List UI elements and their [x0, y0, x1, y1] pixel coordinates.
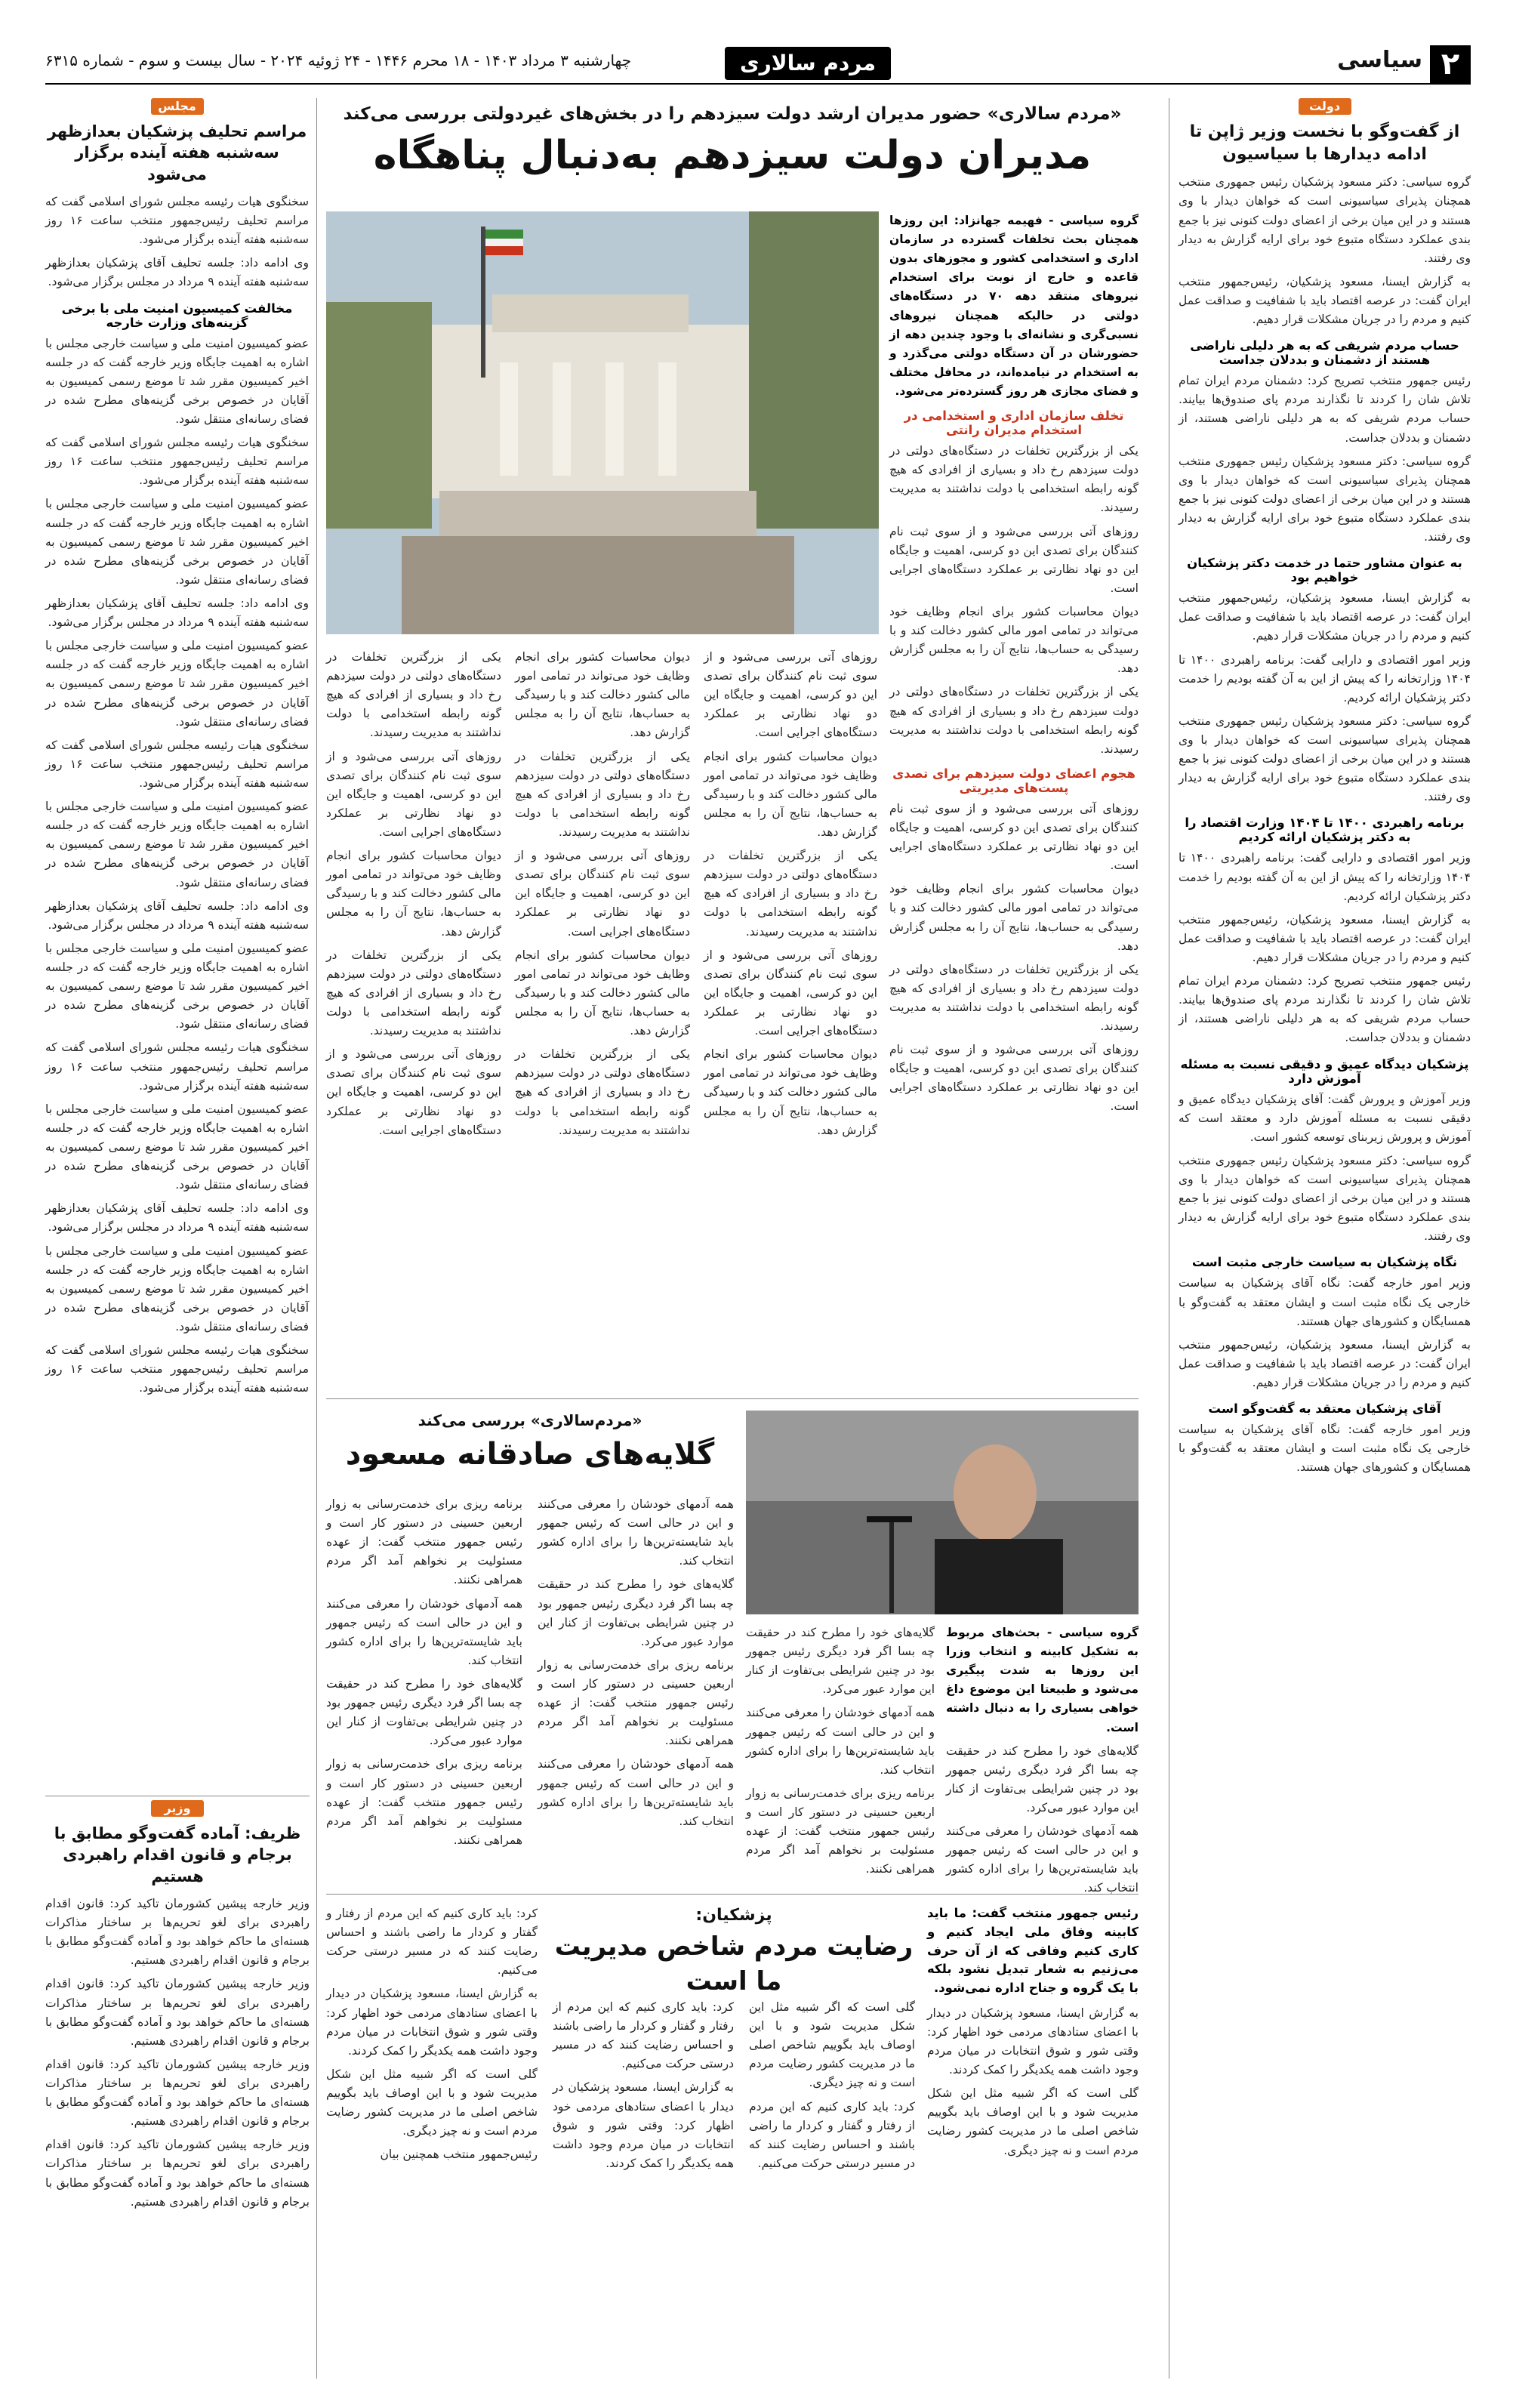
paragraph: وزیر خارجه پیشین کشورمان تاکید کرد: قانون اقدام راهبردی برای لغو تحریم‌ها بر ساختار مذاکرات هسته‌ای ما حاکم خواهد بود و آماده گفت‌وگو مطابق با برجام و قانون اقدام راهبردی هستیم.: [45, 1897, 310, 1968]
paragraph: روزهای آتی بررسی می‌شود و از سوی ثبت نام کنندگان برای تصدی این دو کرسی، اهمیت و جایگاه این دو نهاد نظارتی بر عملکرد دستگاه‌های اجرایی است.: [889, 1043, 1139, 1114]
paragraph: دیوان محاسبات کشور برای انجام وظایف خود می‌تواند در تمامی امور مالی کشور دخالت کند و با رسیدگی به حساب‌ها، نتایج آن را به مجلس گزارش دهد.: [889, 604, 1139, 676]
lead-column: [946, 1623, 1139, 1898]
paragraph: به گزارش ایسنا، مسعود پزشکیان در دیدار با اعضای ستادهای مردمی خود اظهار کرد: وقتی شور و شوق انتخابات در میان مردم وجود داشت همه یکدیگر را کمک کردند.: [326, 1987, 538, 2058]
paragraph: به گزارش ایسنا، مسعود پزشکیان، رئیس‌جمهور منتخب ایران گفت: در عرصه اقتصاد باید با شفافیت و صداقت عمل کنیم و مردم را در جریان مشکلات قرار دهیم.: [1179, 591, 1471, 643]
right-column: [1169, 98, 1471, 2379]
paragraph: به گزارش ایسنا، مسعود پزشکیان، رئیس‌جمهور منتخب ایران گفت: در عرصه اقتصاد باید با شفافیت و صداقت عمل کنیم و مردم را در جریان مشکلات قرار دهیم.: [1179, 912, 1471, 964]
subhead: به عنوان مشاور حتما در خدمت دکتر پزشکیان خواهیم بود: [1187, 556, 1462, 585]
column-headline: مراسم تحلیف پزشکیان بعدازظهر سه‌شنبه هفته آینده برگزار می‌شود: [47, 122, 307, 183]
article-lead: گروه سیاسی - بحث‌های مربوط به تشکیل کابینه و انتخاب وزرا این روزها به شدت پیگیری می‌شود و طبیعتا این موضوع داغ خواهی بسیاری را به دنبال داشته است.: [946, 1626, 1139, 1734]
paragraph: عضو کمیسیون امنیت ملی و سیاست خارجی مجلس با اشاره به اهمیت جایگاه وزیر خارجه گفت که در جلسه اخیر کمیسیون مقرر شد تا موضع رسمی کمیسیون به آقایان در خصوص برخی گزینه‌های مطرح شده در فضای رسانه‌ای منتقل شود.: [45, 497, 309, 587]
article-headline: مدیران دولت سیزدهم به‌دنبال پناهگاه: [373, 133, 1092, 179]
page-number: ۲: [1430, 45, 1471, 83]
paragraph: گروه سیاسی: دکتر مسعود پزشکیان رئیس جمهوری منتخب همچنان پذیرای سیاسیونی است که خواهان دیدار با وی هستند و در این میان برخی از اعضای دولت کنونی نیز با جمع بندی عملکرد دستگاه متبوع خود برای ارایه گزارش به دیدار وی رفتند.: [1179, 175, 1471, 265]
paragraph: به گزارش ایسنا، مسعود پزشکیان در دیدار با اعضای ستادهای مردمی خود اظهار کرد: وقتی شور و شوق انتخابات در میان مردم وجود داشت همه یکدیگر را کمک کردند.: [553, 2080, 734, 2170]
article-footer: رئیس‌جمهور منتخب همچنین بیان: [380, 2147, 538, 2162]
newspaper-logo: مردم سالاری: [725, 47, 891, 80]
building-illustration: [326, 211, 879, 634]
paragraph: به گزارش ایسنا، مسعود پزشکیان، رئیس‌جمهور منتخب ایران گفت: در عرصه اقتصاد باید با شفافیت و صداقت عمل کنیم و مردم را در جریان مشکلات قرار دهیم.: [1179, 274, 1471, 327]
paragraph: وی ادامه داد: جلسه تحلیف آقای پزشکیان بعدازظهر سه‌شنبه هفته آینده ۹ مرداد در مجلس برگزار می‌شود.: [45, 899, 309, 932]
text-column: [749, 1998, 915, 2173]
paragraph: عضو کمیسیون امنیت ملی و سیاست خارجی مجلس با اشاره به اهمیت جایگاه وزیر خارجه گفت که در جلسه اخیر کمیسیون مقرر شد تا موضع رسمی کمیسیون به آقایان در خصوص برخی گزینه‌های مطرح شده در فضای رسانه‌ای منتقل شود.: [45, 800, 309, 890]
section-name: سیاسی: [1337, 47, 1422, 73]
paragraph: گلی است که اگر شبیه مثل این شکل مدیریت شود و با این اوصاف باید بگوییم شاخص اصلی ما در مدیریت کشور رضایت مردم است و نه چیز دیگری.: [749, 2000, 915, 2090]
paragraph: به گزارش ایسنا، مسعود پزشکیان در دیدار با اعضای ستادهای مردمی خود اظهار کرد: وقتی شور و شوق انتخابات در میان مردم وجود داشت همه یکدیگر را کمک کردند.: [927, 2006, 1139, 2077]
paragraph: رئیس جمهور منتخب تصریح کرد: دشمنان مردم ایران تمام تلاش شان را کردند تا نگذارند مردم پای صندوق‌ها بیایند. حساب مردم شریفی که به هر دلیلی ناراضی هستند، از دشمنان و بددلان جداست.: [1179, 974, 1471, 1045]
paragraph: برنامه ریزی برای خدمت‌رسانی به زوار اربعین حسینی در دستور کار است و رئیس جمهور منتخب گفت: از عهده مسئولیت بر نخواهم آمد اگر مردم همراهی نکنند.: [326, 1497, 522, 1587]
section-tag: مجلس: [151, 98, 204, 115]
main-article: [326, 98, 1139, 1389]
paragraph: یکی از بزرگترین تخلفات در دستگاه‌های دولتی در دولت سیزدهم رخ داد و بسیاری از افرادی که هیچ گونه رابطه استخدامی با دولت نداشتند به مدیریت رسیدند.: [326, 948, 501, 1038]
paragraph: وزیر امور خارجه گفت: نگاه آقای پزشکیان به سیاست خارجی یک نگاه مثبت است و ایشان معتقد به گفت‌وگو با همسایگان و کشورهای جهان هستند.: [1179, 1276, 1471, 1328]
paragraph: کرد: باید کاری کنیم که این مردم از رفتار و گفتار و کردار ما راضی باشند و احساس رضایت کنند که در مسیر درستی حرکت می‌کنیم.: [749, 2099, 915, 2170]
article-kicker: پزشکیان:: [695, 1906, 772, 1925]
paragraph: گلی است که اگر شبیه مثل این شکل مدیریت شود و با این اوصاف باید بگوییم شاخص اصلی ما در مدیریت کشور رضایت مردم است و نه چیز دیگری.: [927, 2086, 1139, 2157]
president-illustration: [746, 1411, 1139, 1614]
article-headline: رضایت مردم شاخص مدیریت ما است: [554, 1931, 914, 1996]
paragraph: عضو کمیسیون امنیت ملی و سیاست خارجی مجلس با اشاره به اهمیت جایگاه وزیر خارجه گفت که در جلسه اخیر کمیسیون مقرر شد تا موضع رسمی کمیسیون به آقایان در خصوص برخی گزینه‌های مطرح شده در فضای رسانه‌ای منتقل شود.: [45, 1244, 309, 1333]
paragraph: عضو کمیسیون امنیت ملی و سیاست خارجی مجلس با اشاره به اهمیت جایگاه وزیر خارجه گفت که در جلسه اخیر کمیسیون مقرر شد تا موضع رسمی کمیسیون به آقایان در خصوص برخی گزینه‌های مطرح شده در فضای رسانه‌ای منتقل شود.: [45, 639, 309, 729]
paragraph: گلایه‌های خود را مطرح کند در حقیقت چه بسا اگر فرد دیگری رئیس جمهور بود در چنین شرایطی بی‌تفاوت از کنار این موارد عبور می‌کرد.: [946, 1744, 1139, 1814]
subhead: نگاه پزشکیان به سیاست خارجی مثبت است: [1191, 1255, 1458, 1270]
paragraph: گروه سیاسی: دکتر مسعود پزشکیان رئیس جمهوری منتخب همچنان پذیرای سیاسیونی است که خواهان دیدار با وی هستند و در این میان برخی از اعضای دولت کنونی نیز با جمع بندی عملکرد دستگاه متبوع خود برای ارایه گزارش به دیدار وی رفتند.: [1179, 714, 1471, 804]
paragraph: یکی از بزرگترین تخلفات در دستگاه‌های دولتی در دولت سیزدهم رخ داد و بسیاری از افرادی که هیچ گونه رابطه استخدامی با دولت نداشتند به مدیریت رسیدند.: [704, 849, 877, 939]
paragraph: رئیس جمهور منتخب تصریح کرد: دشمنان مردم ایران تمام تلاش شان را کردند تا نگذارند مردم پای صندوق‌ها بیایند. حساب مردم شریفی که به هر دلیلی ناراضی هستند، از دشمنان و بددلان جداست.: [1179, 374, 1471, 445]
paragraph: روزهای آتی بررسی می‌شود و از سوی ثبت نام کنندگان برای تصدی این دو کرسی، اهمیت و جایگاه این دو نهاد نظارتی بر عملکرد دستگاه‌های اجرایی است.: [889, 801, 1139, 873]
paragraph: یکی از بزرگترین تخلفات در دستگاه‌های دولتی در دولت سیزدهم رخ داد و بسیاری از افرادی که هیچ گونه رابطه استخدامی با دولت نداشتند به مدیریت رسیدند.: [515, 1047, 690, 1137]
paragraph: وزیر امور اقتصادی و دارایی گفت: برنامه راهبردی ۱۴۰۰ تا ۱۴۰۴ وزارتخانه را که پیش از این به آن گفته بودیم را خدمت دکتر پزشکیان ارائه کردیم.: [1179, 851, 1471, 903]
subhead: تخلف سازمان اداری و استخدامی در استخدام مدیران رانتی: [904, 409, 1124, 438]
paragraph: دیوان محاسبات کشور برای انجام وظایف خود می‌تواند در تمامی امور مالی کشور دخالت کند و با رسیدگی به حساب‌ها، نتایج آن را به مجلس گزارش دهد.: [326, 849, 501, 939]
paragraph: وی ادامه داد: جلسه تحلیف آقای پزشکیان بعدازظهر سه‌شنبه هفته آینده ۹ مرداد در مجلس برگزار می‌شود.: [45, 256, 309, 289]
paragraph: دیوان محاسبات کشور برای انجام وظایف خود می‌تواند در تمامی امور مالی کشور دخالت کند و با رسیدگی به حساب‌ها، نتایج آن را به مجلس گزارش دهد.: [515, 948, 690, 1038]
paragraph: یکی از بزرگترین تخلفات در دستگاه‌های دولتی در دولت سیزدهم رخ داد و بسیاری از افرادی که هیچ گونه رابطه استخدامی با دولت نداشتند به مدیریت رسیدند.: [889, 685, 1139, 756]
paragraph: همه آدمهای خودشان را معرفی می‌کنند و این در حالی است که رئیس جمهور باید شایسته‌ترین‌ها را برای اداره کشور انتخاب کند.: [538, 1497, 734, 1568]
paragraph: همه آدمهای خودشان را معرفی می‌کنند و این در حالی است که رئیس جمهور باید شایسته‌ترین‌ها را برای اداره کشور انتخاب کند.: [538, 1757, 734, 1828]
paragraph: یکی از بزرگترین تخلفات در دستگاه‌های دولتی در دولت سیزدهم رخ داد و بسیاری از افرادی که هیچ گونه رابطه استخدامی با دولت نداشتند به مدیریت رسیدند.: [889, 962, 1139, 1034]
subhead: مخالفت کمیسیون امنیت ملی با برخی گزینه‌های وزارت خارجه: [61, 301, 293, 330]
paragraph: گلایه‌های خود را مطرح کند در حقیقت چه بسا اگر فرد دیگری رئیس جمهور بود در چنین شرایطی بی‌تفاوت از کنار این موارد عبور می‌کرد.: [746, 1626, 935, 1697]
left-box-2: [45, 1800, 310, 2212]
paragraph: روزهای آتی بررسی می‌شود و از سوی ثبت نام کنندگان برای تصدی این دو کرسی، اهمیت و جایگاه این دو نهاد نظارتی بر عملکرد دستگاه‌های اجرایی است.: [704, 948, 877, 1038]
president-photo: [746, 1411, 1139, 1614]
lead-column: [746, 1623, 935, 1879]
paragraph: عضو کمیسیون امنیت ملی و سیاست خارجی مجلس با اشاره به اهمیت جایگاه وزیر خارجه گفت که در جلسه اخیر کمیسیون مقرر شد تا موضع رسمی کمیسیون به آقایان در خصوص برخی گزینه‌های مطرح شده در فضای رسانه‌ای منتقل شود.: [45, 941, 309, 1031]
paragraph: سخنگوی هیات رئیسه مجلس شورای اسلامی گفت که مراسم تحلیف رئیس‌جمهور منتخب ساعت ۱۶ روز سه‌شنبه هفته آینده برگزار می‌شود.: [45, 195, 309, 247]
paragraph: برنامه ریزی برای خدمت‌رسانی به زوار اربعین حسینی در دستور کار است و رئیس جمهور منتخب گفت: از عهده مسئولیت بر نخواهم آمد اگر مردم همراهی نکنند.: [326, 1757, 522, 1847]
paragraph: همه آدمهای خودشان را معرفی می‌کنند و این در حالی است که رئیس جمهور باید شایسته‌ترین‌ها را برای اداره کشور انتخاب کند.: [946, 1824, 1139, 1895]
text-column: [553, 1998, 734, 2173]
subhead: هجوم اعضای دولت سیزدهم برای تصدی پست‌های مدیریتی: [892, 766, 1135, 795]
text-column: [326, 1904, 538, 2164]
paragraph: وزیر امور خارجه گفت: نگاه آقای پزشکیان به سیاست خارجی یک نگاه مثبت است و ایشان معتقد به گفت‌وگو با همسایگان و کشورهای جهان هستند.: [1179, 1423, 1471, 1475]
subhead: برنامه راهبردی ۱۴۰۰ تا ۱۴۰۴ وزارت اقتصاد را به دکتر پزشکیان ارائه کردیم: [1185, 816, 1465, 845]
text-column: [538, 1495, 734, 1831]
paragraph: یکی از بزرگترین تخلفات در دستگاه‌های دولتی در دولت سیزدهم رخ داد و بسیاری از افرادی که هیچ گونه رابطه استخدامی با دولت نداشتند به مدیریت رسیدند.: [515, 749, 690, 839]
divider: [326, 1398, 1139, 1399]
paragraph: یکی از بزرگترین تخلفات در دستگاه‌های دولتی در دولت سیزدهم رخ داد و بسیاری از افرادی که هیچ گونه رابطه استخدامی با دولت نداشتند به مدیریت رسیدند.: [889, 444, 1139, 515]
paragraph: گلی است که اگر شبیه مثل این شکل مدیریت شود و با این اوصاف باید بگوییم شاخص اصلی ما در مدیریت کشور رضایت مردم است و نه چیز دیگری.: [326, 2067, 538, 2138]
paragraph: گروه سیاسی: دکتر مسعود پزشکیان رئیس جمهوری منتخب همچنان پذیرای سیاسیونی است که خواهان دیدار با وی هستند و در این میان برخی از اعضای دولت کنونی نیز با جمع بندی عملکرد دستگاه متبوع خود برای ارایه گزارش به دیدار وی رفتند.: [1179, 1153, 1471, 1244]
side-head-box: [927, 1904, 1139, 2160]
paragraph: وزیر آموزش و پرورش گفت: آقای پزشکیان دیدگاه عمیق و دقیقی نسبت به مسئله آموزش دارد و معتقد است که آموزش و پرورش زیربنای توسعه کشور است.: [1179, 1092, 1471, 1144]
mid-article: [326, 1404, 1139, 1895]
lead-column: [889, 211, 1139, 1117]
section-tag: دولت: [1299, 98, 1351, 115]
paragraph: کرد: باید کاری کنیم که این مردم از رفتار و گفتار و کردار ما راضی باشند و احساس رضایت کنند که در مسیر درستی حرکت می‌کنیم.: [326, 1907, 538, 1978]
article-lead: گروه سیاسی - فهیمه جهانزاد: این روزها همچنان بحث تخلفات گسترده در سازمان اداری و استخدامی کشور و مجوزهای بدون قاعده و خارج از نوبت برای استخدام نیروهای منتقد دهه ۷۰ در دستگاه‌های دولتی در حالیکه همچنان نیروهای نسبی‌گری و نشانه‌ای با وجود چندین دهه از حضورشان در آن دستگاه دولتی می‌گذرد و به استخدام در نیامده‌اند، در محافل مختلف و فضای مجازی هر روز گسترده‌تر می‌شود.: [889, 214, 1139, 398]
text-column: [515, 648, 690, 1140]
paragraph: وزیر خارجه پیشین کشورمان تاکید کرد: قانون اقدام راهبردی برای لغو تحریم‌ها بر ساختار مذاکرات هسته‌ای ما حاکم خواهد بود و آماده گفت‌وگو مطابق با برجام و قانون اقدام راهبردی هستیم.: [45, 2057, 310, 2129]
text-column: [326, 1495, 522, 1850]
paragraph: روزهای آتی بررسی می‌شود و از سوی ثبت نام کنندگان برای تصدی این دو کرسی، اهمیت و جایگاه این دو نهاد نظارتی بر عملکرد دستگاه‌های اجرایی است.: [704, 650, 877, 740]
paragraph: گلایه‌های خود را مطرح کند در حقیقت چه بسا اگر فرد دیگری رئیس جمهور بود در چنین شرایطی بی‌تفاوت از کنار این موارد عبور می‌کرد.: [538, 1577, 734, 1648]
paragraph: گلایه‌های خود را مطرح کند در حقیقت چه بسا اگر فرد دیگری رئیس جمهور بود در چنین شرایطی بی‌تفاوت از کنار این موارد عبور می‌کرد.: [326, 1676, 522, 1748]
paragraph: به گزارش ایسنا، مسعود پزشکیان، رئیس‌جمهور منتخب ایران گفت: در عرصه اقتصاد باید با شفافیت و صداقت عمل کنیم و مردم را در جریان مشکلات قرار دهیم.: [1179, 1337, 1471, 1389]
paragraph: دیوان محاسبات کشور برای انجام وظایف خود می‌تواند در تمامی امور مالی کشور دخالت کند و با رسیدگی به حساب‌ها، نتایج آن را به مجلس گزارش دهد.: [889, 882, 1139, 953]
paragraph: سخنگوی هیات رئیسه مجلس شورای اسلامی گفت که مراسم تحلیف رئیس‌جمهور منتخب ساعت ۱۶ روز سه‌شنبه هفته آینده برگزار می‌شود.: [45, 738, 309, 790]
paragraph: سخنگوی هیات رئیسه مجلس شورای اسلامی گفت که مراسم تحلیف رئیس‌جمهور منتخب ساعت ۱۶ روز سه‌شنبه هفته آینده برگزار می‌شود.: [45, 1343, 309, 1395]
paragraph: سخنگوی هیات رئیسه مجلس شورای اسلامی گفت که مراسم تحلیف رئیس‌جمهور منتخب ساعت ۱۶ روز سه‌شنبه هفته آینده برگزار می‌شود.: [45, 1041, 309, 1093]
paragraph: روزهای آتی بررسی می‌شود و از سوی ثبت نام کنندگان برای تصدی این دو کرسی، اهمیت و جایگاه این دو نهاد نظارتی بر عملکرد دستگاه‌های اجرایی است.: [889, 524, 1139, 595]
paragraph: عضو کمیسیون امنیت ملی و سیاست خارجی مجلس با اشاره به اهمیت جایگاه وزیر خارجه گفت که در جلسه اخیر کمیسیون مقرر شد تا موضع رسمی کمیسیون به آقایان در خصوص برخی گزینه‌های مطرح شده در فضای رسانه‌ای منتقل شود.: [45, 1102, 309, 1192]
paragraph: کرد: باید کاری کنیم که این مردم از رفتار و گفتار و کردار ما راضی باشند و احساس رضایت کنند که در مسیر درستی حرکت می‌کنیم.: [553, 2000, 734, 2071]
paragraph: وزیر امور اقتصادی و دارایی گفت: برنامه راهبردی ۱۴۰۰ تا ۱۴۰۴ وزارتخانه را که پیش از این به آن گفته بودیم را خدمت دکتر پزشکیان ارائه کردیم.: [1179, 652, 1471, 705]
mid-kicker-box: [326, 1411, 734, 1475]
paragraph: برنامه ریزی برای خدمت‌رسانی به زوار اربعین حسینی در دستور کار است و رئیس جمهور منتخب گفت: از عهده مسئولیت بر نخواهم آمد اگر مردم همراهی نکنند.: [746, 1786, 935, 1876]
paragraph: روزهای آتی بررسی می‌شود و از سوی ثبت نام کنندگان برای تصدی این دو کرسی، اهمیت و جایگاه این دو نهاد نظارتی بر عملکرد دستگاه‌های اجرایی است.: [515, 849, 690, 939]
paragraph: وزیر خارجه پیشین کشورمان تاکید کرد: قانون اقدام راهبردی برای لغو تحریم‌ها بر ساختار مذاکرات هسته‌ای ما حاکم خواهد بود و آماده گفت‌وگو مطابق با برجام و قانون اقدام راهبردی هستیم.: [45, 2138, 310, 2209]
bottom-headline-box: [553, 1904, 915, 1999]
paragraph: وزیر خارجه پیشین کشورمان تاکید کرد: قانون اقدام راهبردی برای لغو تحریم‌ها بر ساختار مذاکرات هسته‌ای ما حاکم خواهد بود و آماده گفت‌وگو مطابق با برجام و قانون اقدام راهبردی هستیم.: [45, 1977, 310, 2048]
paragraph: برنامه ریزی برای خدمت‌رسانی به زوار اربعین حسینی در دستور کار است و رئیس جمهور منتخب گفت: از عهده مسئولیت بر نخواهم آمد اگر مردم همراهی نکنند.: [538, 1657, 734, 1748]
subhead: آقای پزشکیان معتقد به گفت‌وگو است: [1208, 1401, 1441, 1417]
paragraph: عضو کمیسیون امنیت ملی و سیاست خارجی مجلس با اشاره به اهمیت جایگاه وزیر خارجه گفت که در جلسه اخیر کمیسیون مقرر شد تا موضع رسمی کمیسیون به آقایان در خصوص برخی گزینه‌های مطرح شده در فضای رسانه‌ای منتقل شود.: [45, 336, 309, 427]
text-column: [326, 648, 501, 1140]
article-kicker: «مردم‌سالاری» بررسی می‌کند: [418, 1411, 642, 1429]
article-kicker: «مردم سالاری» حضور مدیران ارشد دولت سیزدهم را در بخش‌های غیردولتی بررسی می‌کند: [343, 104, 1122, 124]
subhead: پزشکیان دیدگاه عمیق و دقیقی نسبت به مسئله آموزش دارد: [1180, 1056, 1469, 1086]
subhead: حساب مردم شریفی که به هر دلیلی ناراضی هستند از دشمنان و بددلان جداست: [1190, 338, 1459, 368]
article-headline: گلایه‌های صادقانه مسعود: [345, 1437, 715, 1472]
paragraph: همه آدمهای خودشان را معرفی می‌کنند و این در حالی است که رئیس جمهور باید شایسته‌ترین‌ها را برای اداره کشور انتخاب کند.: [326, 1596, 522, 1667]
paragraph: گروه سیاسی: دکتر مسعود پزشکیان رئیس جمهوری منتخب همچنان پذیرای سیاسیونی است که خواهان دیدار با وی هستند و در این میان برخی از اعضای دولت کنونی نیز با جمع بندی عملکرد دستگاه متبوع خود برای ارایه گزارش به دیدار وی رفتند.: [1179, 454, 1471, 544]
column-headline: ظریف: آماده گفت‌وگو مطابق با برجام و قانون اقدام راهبردی هستیم: [54, 1824, 301, 1885]
issue-date-line: چهارشنبه ۳ مرداد ۱۴۰۳ - ۱۸ محرم ۱۴۴۶ - ۲۴ ژوئیه ۲۰۲۴ - سال بیست و سوم - شماره ۶۳۱۵: [45, 51, 632, 69]
page-header: [45, 45, 1471, 85]
paragraph: روزهای آتی بررسی می‌شود و از سوی ثبت نام کنندگان برای تصدی این دو کرسی، اهمیت و جایگاه این دو نهاد نظارتی بر عملکرد دستگاه‌های اجرایی است.: [326, 1047, 501, 1137]
paragraph: سخنگوی هیات رئیسه مجلس شورای اسلامی گفت که مراسم تحلیف رئیس‌جمهور منتخب ساعت ۱۶ روز سه‌شنبه هفته آینده برگزار می‌شود.: [45, 436, 309, 488]
text-column: [704, 648, 877, 1140]
paragraph: وی ادامه داد: جلسه تحلیف آقای پزشکیان بعدازظهر سه‌شنبه هفته آینده ۹ مرداد در مجلس برگزار می‌شود.: [45, 597, 309, 630]
building-photo: [326, 211, 879, 634]
bottom-article: [326, 1900, 1139, 2383]
column-headline: از گفت‌وگو با نخست وزیر ژاپن تا ادامه دیدارها با سیاسیون: [1189, 122, 1460, 164]
paragraph: روزهای آتی بررسی می‌شود و از سوی ثبت نام کنندگان برای تصدی این دو کرسی، اهمیت و جایگاه این دو نهاد نظارتی بر عملکرد دستگاه‌های اجرایی است.: [326, 749, 501, 839]
paragraph: وی ادامه داد: جلسه تحلیف آقای پزشکیان بعدازظهر سه‌شنبه هفته آینده ۹ مرداد در مجلس برگزار می‌شود.: [45, 1201, 309, 1235]
divider: [326, 1894, 1139, 1895]
paragraph: یکی از بزرگترین تخلفات در دستگاه‌های دولتی در دولت سیزدهم رخ داد و بسیاری از افرادی که هیچ گونه رابطه استخدامی با دولت نداشتند به مدیریت رسیدند.: [326, 650, 501, 740]
paragraph: دیوان محاسبات کشور برای انجام وظایف خود می‌تواند در تمامی امور مالی کشور دخالت کند و با رسیدگی به حساب‌ها، نتایج آن را به مجلس گزارش دهد.: [704, 1047, 877, 1137]
paragraph: دیوان محاسبات کشور برای انجام وظایف خود می‌تواند در تمامی امور مالی کشور دخالت کند و با رسیدگی به حساب‌ها، نتایج آن را به مجلس گزارش دهد.: [704, 749, 877, 839]
paragraph: همه آدمهای خودشان را معرفی می‌کنند و این در حالی است که رئیس جمهور باید شایسته‌ترین‌ها را برای اداره کشور انتخاب کند.: [746, 1706, 935, 1777]
side-head: رئیس جمهور منتخب گفت: ما باید کابینه وفاق ملی ایجاد کنیم و کاری کنیم وفاقی که از آن حرف می‌زنیم به شعار تبدیل نشود بلکه با یک گروه و جناح اداره نمی‌شود.: [927, 1906, 1139, 1995]
section-tag: وزیر: [151, 1800, 204, 1817]
paragraph: دیوان محاسبات کشور برای انجام وظایف خود می‌تواند در تمامی امور مالی کشور دخالت کند و با رسیدگی به حساب‌ها، نتایج آن را به مجلس گزارش دهد.: [515, 650, 690, 740]
